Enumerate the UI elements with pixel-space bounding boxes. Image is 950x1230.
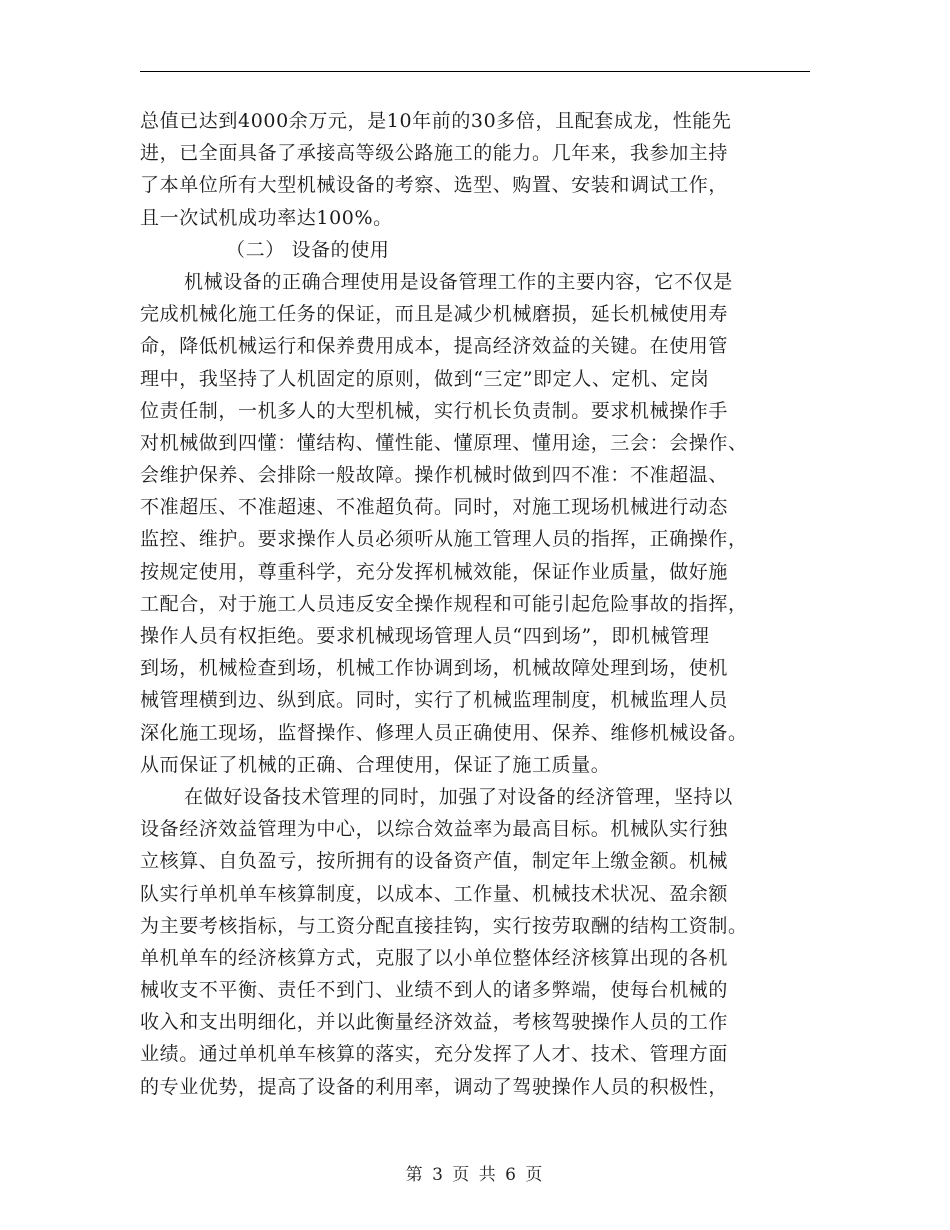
text-line: 理中，我坚持了人机固定的原则，做到“三定”即定人、定机、定岗 bbox=[140, 367, 710, 390]
text-line: 对机械做到四懂：懂结构、懂性能、懂原理、懂用途，三会：会操作、 bbox=[140, 431, 748, 454]
text-line: 监控、维护。要求操作人员必须听从施工管理人员的指挥，正确操作， bbox=[140, 528, 748, 551]
section-heading: （二） 设备的使用 bbox=[226, 238, 390, 261]
text-line: 队实行单机单车核算制度，以成本、工作量、机械技术状况、盈余额 bbox=[140, 882, 729, 905]
text-line: 按规定使用，尊重科学，充分发挥机械效能，保证作业质量，做好施 bbox=[140, 560, 729, 583]
text-line: 单机单车的经济核算方式，克服了以小单位整体经济核算出现的各机 bbox=[140, 946, 729, 969]
text-line: 的专业优势，提高了设备的利用率，调动了驾驶操作人员的积极性， bbox=[140, 1075, 729, 1098]
text-line: 命，降低机械运行和保养费用成本，提高经济效益的关键。在使用管 bbox=[140, 335, 729, 358]
text-line: 械收支不平衡、责任不到门、业绩不到人的诸多弊端，使每台机械的 bbox=[140, 979, 729, 1002]
text-line: 深化施工现场，监督操作、修理人员正确使用、保养、维修机械设备。 bbox=[140, 721, 748, 744]
text-line: 收入和支出明细化，并以此衡量经济效益，考核驾驶操作人员的工作 bbox=[140, 1011, 729, 1034]
page-number-footer: 第 3 页 共 6 页 bbox=[405, 1165, 545, 1185]
paragraph-start-line: 在做好设备技术管理的同时，加强了对设备的经济管理，坚持以 bbox=[184, 785, 733, 808]
text-line: 械管理横到边、纵到底。同时，实行了机械监理制度，机械监理人员 bbox=[140, 689, 729, 712]
text-line: 操作人员有权拒绝。要求机械现场管理人员“四到场”，即机械管理 bbox=[140, 625, 710, 647]
text-line: 从而保证了机械的正确、合理使用，保证了施工质量。 bbox=[140, 753, 611, 776]
text-line: 完成机械化施工任务的保证，而且是减少机械磨损，延长机械使用寿 bbox=[140, 303, 729, 326]
body-text bbox=[140, 105, 820, 1103]
paragraph-start-line: 机械设备的正确合理使用是设备管理工作的主要内容，它不仅是 bbox=[184, 270, 733, 293]
text-line: 总值已达到4000余万元，是10年前的30多倍，且配套成龙，性能先 bbox=[140, 110, 732, 132]
text-line: 工配合，对于施工人员违反安全操作规程和可能引起危险事故的指挥， bbox=[140, 592, 748, 615]
text-line: 立核算、自负盈亏，按所拥有的设备资产值，制定年上缴金额。机械 bbox=[140, 850, 729, 873]
text-line: 业绩。通过单机单车核算的落实，充分发挥了人才、技术、管理方面 bbox=[140, 1043, 729, 1066]
header-rule bbox=[140, 71, 810, 72]
text-line: 位责任制，一机多人的大型机械，实行机长负责制。要求机械操作手 bbox=[140, 399, 729, 422]
text-line: 到场，机械检查到场，机械工作协调到场，机械故障处理到场，使机 bbox=[140, 657, 729, 680]
text-line: 且一次试机成功率达100%。 bbox=[140, 206, 393, 229]
text-line: 设备经济效益管理为中心，以综合效益率为最高目标。机械队实行独 bbox=[140, 818, 729, 841]
text-line: 进，已全面具备了承接高等级公路施工的能力。几年来，我参加主持 bbox=[140, 142, 729, 165]
text-line: 为主要考核指标，与工资分配直接挂钩，实行按劳取酬的结构工资制。 bbox=[140, 914, 748, 937]
text-line: 不准超压、不准超速、不准超负荷。同时，对施工现场机械进行动态 bbox=[140, 496, 729, 519]
text-line: 了本单位所有大型机械设备的考察、选型、购置、安装和调试工作， bbox=[140, 174, 729, 197]
text-line: 会维护保养、会排除一般故障。操作机械时做到四不准：不准超温、 bbox=[140, 464, 729, 487]
